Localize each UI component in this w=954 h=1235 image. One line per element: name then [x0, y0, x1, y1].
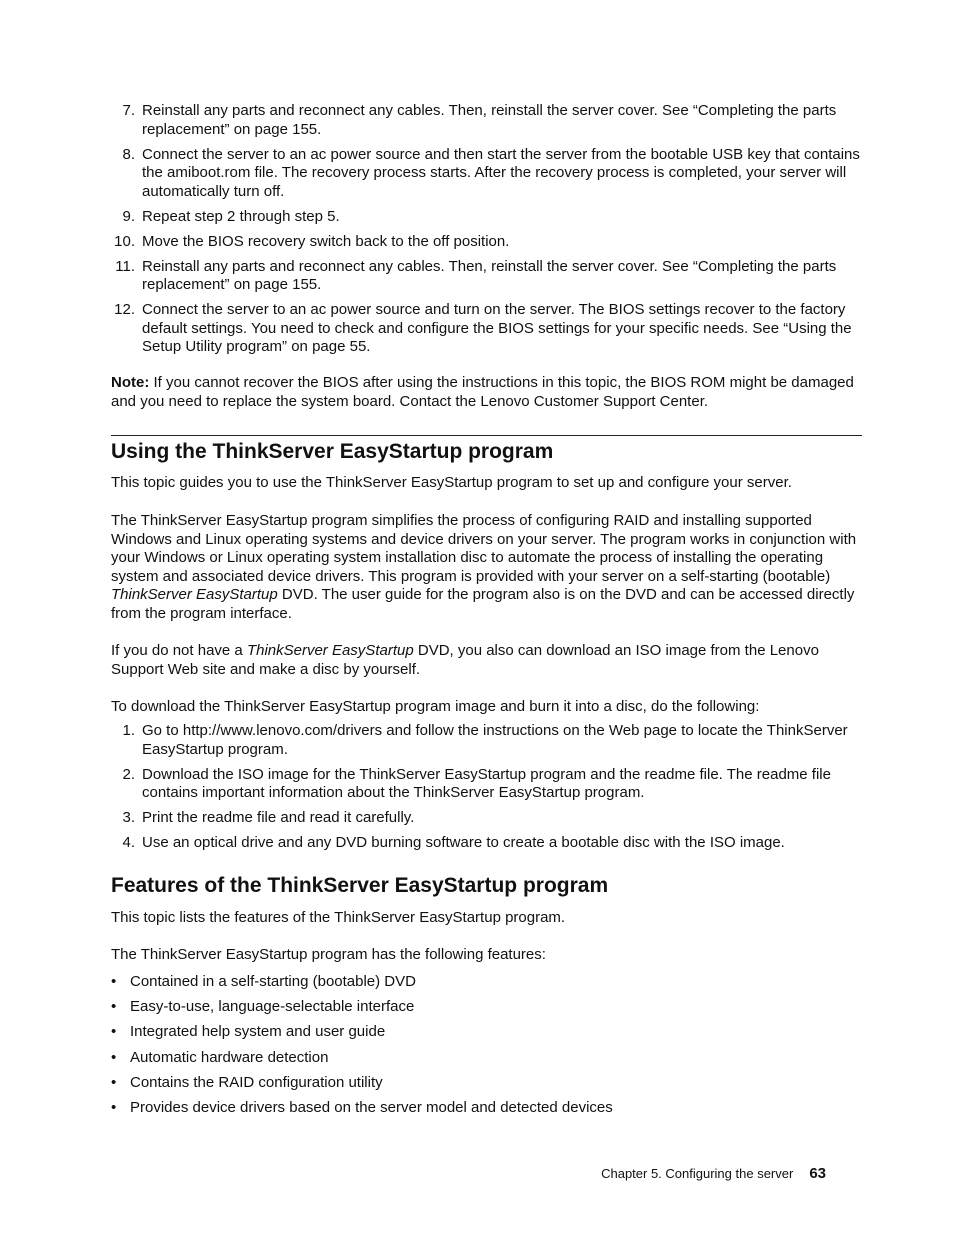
chapter-label: Chapter 5. Configuring the server [601, 1166, 794, 1181]
step-text: Repeat step 2 through step 5. [142, 207, 340, 225]
section-divider [111, 435, 862, 436]
step-number: 4. [122, 834, 135, 852]
paragraph-text: The ThinkServer EasyStartup program simplifies the process of configuring RAID and installing supported Windows and Linux operating systems and device drivers on your server. The program works in conjunction with your Windows or Linux operating system installation disc to automate the process of installing the operating system and associated device drivers. This program is provided with your server on a self-starting (bootable) [111, 512, 857, 585]
step-text: Download the ISO image for the ThinkServer EasyStartup program and the readme file. The readme file contains important information about the ThinkServer EasyStartup program. [142, 765, 831, 802]
list-item [111, 973, 871, 992]
list-item [111, 809, 871, 828]
bullet-glyph: • [111, 1073, 117, 1091]
feature-text: Provides device drivers based on the server model and detected devices [130, 1098, 613, 1116]
features-list [111, 973, 871, 1124]
step-text: Use an optical drive and any DVD burning software to create a bootable disc with the ISO image. [142, 834, 785, 852]
step-number: 2. [122, 765, 135, 783]
bullet-glyph: • [111, 1048, 117, 1066]
bullet-glyph: • [111, 973, 117, 990]
step-number: 8. [122, 145, 135, 163]
list-item [111, 1099, 871, 1118]
list-item [111, 1049, 871, 1068]
step-number: 3. [122, 809, 135, 827]
section1-paragraph-1 [111, 512, 871, 624]
list-item [111, 1023, 871, 1042]
section-heading-easystartup: Using the ThinkServer EasyStartup program [111, 440, 554, 463]
list-item [111, 766, 871, 803]
feature-text: Integrated help system and user guide [130, 1023, 386, 1041]
bullet-glyph: • [111, 998, 117, 1016]
list-item [111, 301, 871, 357]
list-item [111, 722, 871, 759]
product-name-italic: ThinkServer EasyStartup [246, 642, 414, 659]
note-label: Note: [111, 374, 150, 391]
download-steps-list [111, 722, 871, 859]
section-heading-features: Features of the ThinkServer EasyStartup program [111, 874, 609, 897]
step-number: 12. [114, 301, 135, 319]
step-number: 1. [122, 722, 135, 739]
list-item [111, 208, 871, 227]
step-text: Move the BIOS recovery switch back to the off position. [142, 232, 510, 250]
list-item [111, 1074, 871, 1093]
bullet-glyph: • [111, 1023, 117, 1041]
section1-paragraph-2 [111, 642, 871, 679]
bullet-glyph: • [111, 1098, 117, 1116]
step-text: Reinstall any parts and reconnect any cables. Then, reinstall the server cover. See “Completing the parts replacement” on page 155. [142, 257, 837, 294]
step-text: Connect the server to an ac power source and then start the server from the bootable USB key that contains the amiboot.rom file. The recovery process starts. After the recovery process is completed, your server will automatically turn off. [142, 145, 860, 200]
step-number: 10. [114, 232, 135, 250]
section2-intro: This topic lists the features of the ThinkServer EasyStartup program. [111, 909, 566, 926]
step-number: 7. [122, 102, 135, 119]
paragraph-text: DVD. The user guide for the program also is on the DVD and can be accessed directly from the program interface. [111, 586, 855, 622]
step-text: Go to http://www.lenovo.com/drivers and follow the instructions on the Web page to locate the ThinkServer EasyStartup program. [142, 722, 848, 758]
list-item [111, 258, 871, 295]
product-name-italic: ThinkServer EasyStartup [111, 586, 278, 604]
note-paragraph [111, 374, 871, 411]
paragraph-text: DVD, you also can download an ISO image from the Lenovo Support Web site and make a disc by yourself. [111, 642, 819, 678]
section1-intro: This topic guides you to use the ThinkServer EasyStartup program to set up and configure your server. [111, 474, 792, 491]
page-number: 63 [809, 1165, 826, 1182]
list-item [111, 998, 871, 1017]
note-text: If you cannot recover the BIOS after using the instructions in this topic, the BIOS ROM might be damaged and you need to replace the system board. Contact the Lenovo Customer Support Center. [111, 374, 854, 410]
feature-text: Contains the RAID configuration utility [130, 1073, 383, 1091]
step-text: Print the readme file and read it carefully. [142, 809, 415, 827]
step-text: Connect the server to an ac power source and turn on the server. The BIOS settings recover to the factory default settings. You need to check and configure the BIOS settings for your specific needs. See “Using the Setup Utility program” on page 55. [142, 301, 852, 356]
feature-text: Contained in a self-starting (bootable) DVD [130, 973, 416, 990]
step-number: 11. [115, 257, 135, 275]
list-item [111, 102, 871, 139]
recovery-steps-list [111, 102, 871, 363]
list-item [111, 146, 871, 202]
list-item [111, 834, 871, 853]
feature-text: Easy-to-use, language-selectable interface [130, 998, 415, 1016]
page-footer [601, 1165, 826, 1184]
list-item [111, 233, 871, 252]
section2-paragraph-1: The ThinkServer EasyStartup program has the following features: [111, 946, 546, 963]
step-text: Reinstall any parts and reconnect any cables. Then, reinstall the server cover. See “Completing the parts replacement” on page 155. [142, 102, 837, 138]
feature-text: Automatic hardware detection [130, 1048, 329, 1066]
step-number: 9. [122, 207, 135, 225]
paragraph-text: If you do not have a [111, 642, 247, 659]
section1-paragraph-3: To download the ThinkServer EasyStartup program image and burn it into a disc, do the following: [111, 698, 760, 715]
